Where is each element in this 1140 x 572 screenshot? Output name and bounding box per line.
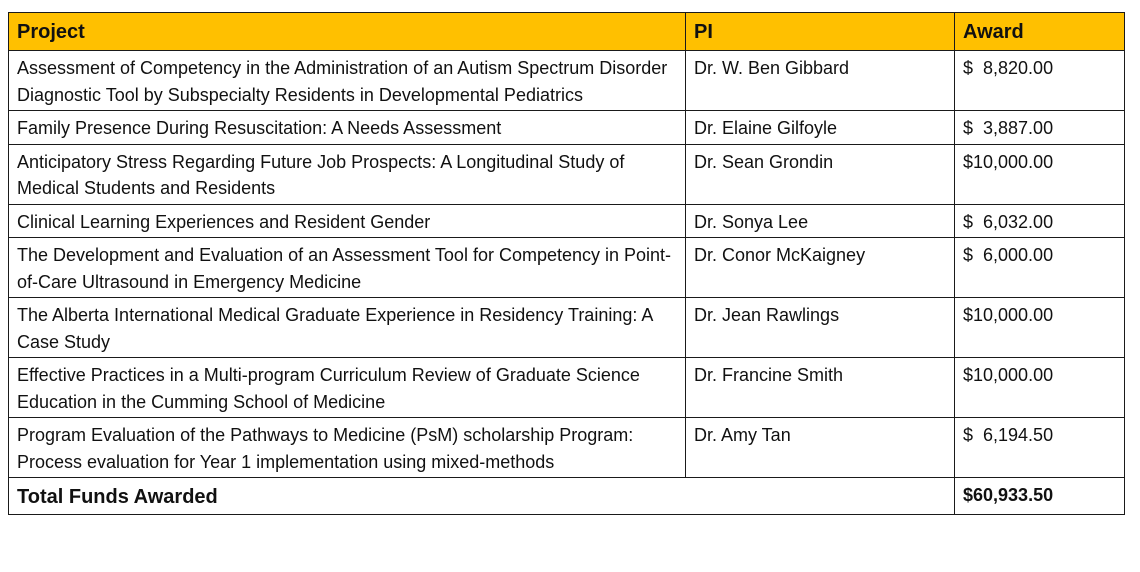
column-header-award: Award bbox=[955, 13, 1125, 51]
table-row bbox=[9, 358, 1125, 418]
project-cell: The Development and Evaluation of an Assessment Tool for Competency in Point-of-Care Ultrasound in Emergency Medicine bbox=[9, 238, 686, 298]
table-row bbox=[9, 298, 1125, 358]
project-cell: Family Presence During Resuscitation: A Needs Assessment bbox=[9, 111, 686, 145]
table-row bbox=[9, 144, 1125, 204]
awards-table bbox=[8, 12, 1125, 515]
table-header bbox=[9, 13, 1125, 51]
pi-cell: Dr. Sean Grondin bbox=[686, 144, 955, 204]
award-cell: $ 3,887.00 bbox=[955, 111, 1125, 145]
award-cell: $ 6,032.00 bbox=[955, 204, 1125, 238]
award-cell: $10,000.00 bbox=[955, 358, 1125, 418]
table-row bbox=[9, 238, 1125, 298]
award-cell: $10,000.00 bbox=[955, 144, 1125, 204]
column-header-pi: PI bbox=[686, 13, 955, 51]
project-cell: Anticipatory Stress Regarding Future Job Prospects: A Longitudinal Study of Medical Students and Residents bbox=[9, 144, 686, 204]
total-label: Total Funds Awarded bbox=[9, 478, 955, 515]
project-cell: Clinical Learning Experiences and Resident Gender bbox=[9, 204, 686, 238]
header-row bbox=[9, 13, 1125, 51]
project-cell: Program Evaluation of the Pathways to Medicine (PsM) scholarship Program: Process evaluation for Year 1 implementation using mixed-methods bbox=[9, 418, 686, 478]
table-body bbox=[9, 51, 1125, 515]
table-row bbox=[9, 111, 1125, 145]
pi-cell: Dr. Sonya Lee bbox=[686, 204, 955, 238]
table-row bbox=[9, 204, 1125, 238]
awards-table-container bbox=[8, 12, 1124, 515]
pi-cell: Dr. W. Ben Gibbard bbox=[686, 51, 955, 111]
table-row bbox=[9, 51, 1125, 111]
pi-cell: Dr. Jean Rawlings bbox=[686, 298, 955, 358]
pi-cell: Dr. Conor McKaigney bbox=[686, 238, 955, 298]
award-cell: $10,000.00 bbox=[955, 298, 1125, 358]
total-amount: $60,933.50 bbox=[955, 478, 1125, 515]
column-header-project: Project bbox=[9, 13, 686, 51]
pi-cell: Dr. Elaine Gilfoyle bbox=[686, 111, 955, 145]
total-row bbox=[9, 478, 1125, 515]
pi-cell: Dr. Francine Smith bbox=[686, 358, 955, 418]
award-cell: $ 8,820.00 bbox=[955, 51, 1125, 111]
project-cell: Effective Practices in a Multi-program Curriculum Review of Graduate Science Education in the Cumming School of Medicine bbox=[9, 358, 686, 418]
award-cell: $ 6,000.00 bbox=[955, 238, 1125, 298]
table-row bbox=[9, 418, 1125, 478]
project-cell: Assessment of Competency in the Administration of an Autism Spectrum Disorder Diagnostic Tool by Subspecialty Residents in Developmental Pediatrics bbox=[9, 51, 686, 111]
project-cell: The Alberta International Medical Graduate Experience in Residency Training: A Case Study bbox=[9, 298, 686, 358]
award-cell: $ 6,194.50 bbox=[955, 418, 1125, 478]
pi-cell: Dr. Amy Tan bbox=[686, 418, 955, 478]
